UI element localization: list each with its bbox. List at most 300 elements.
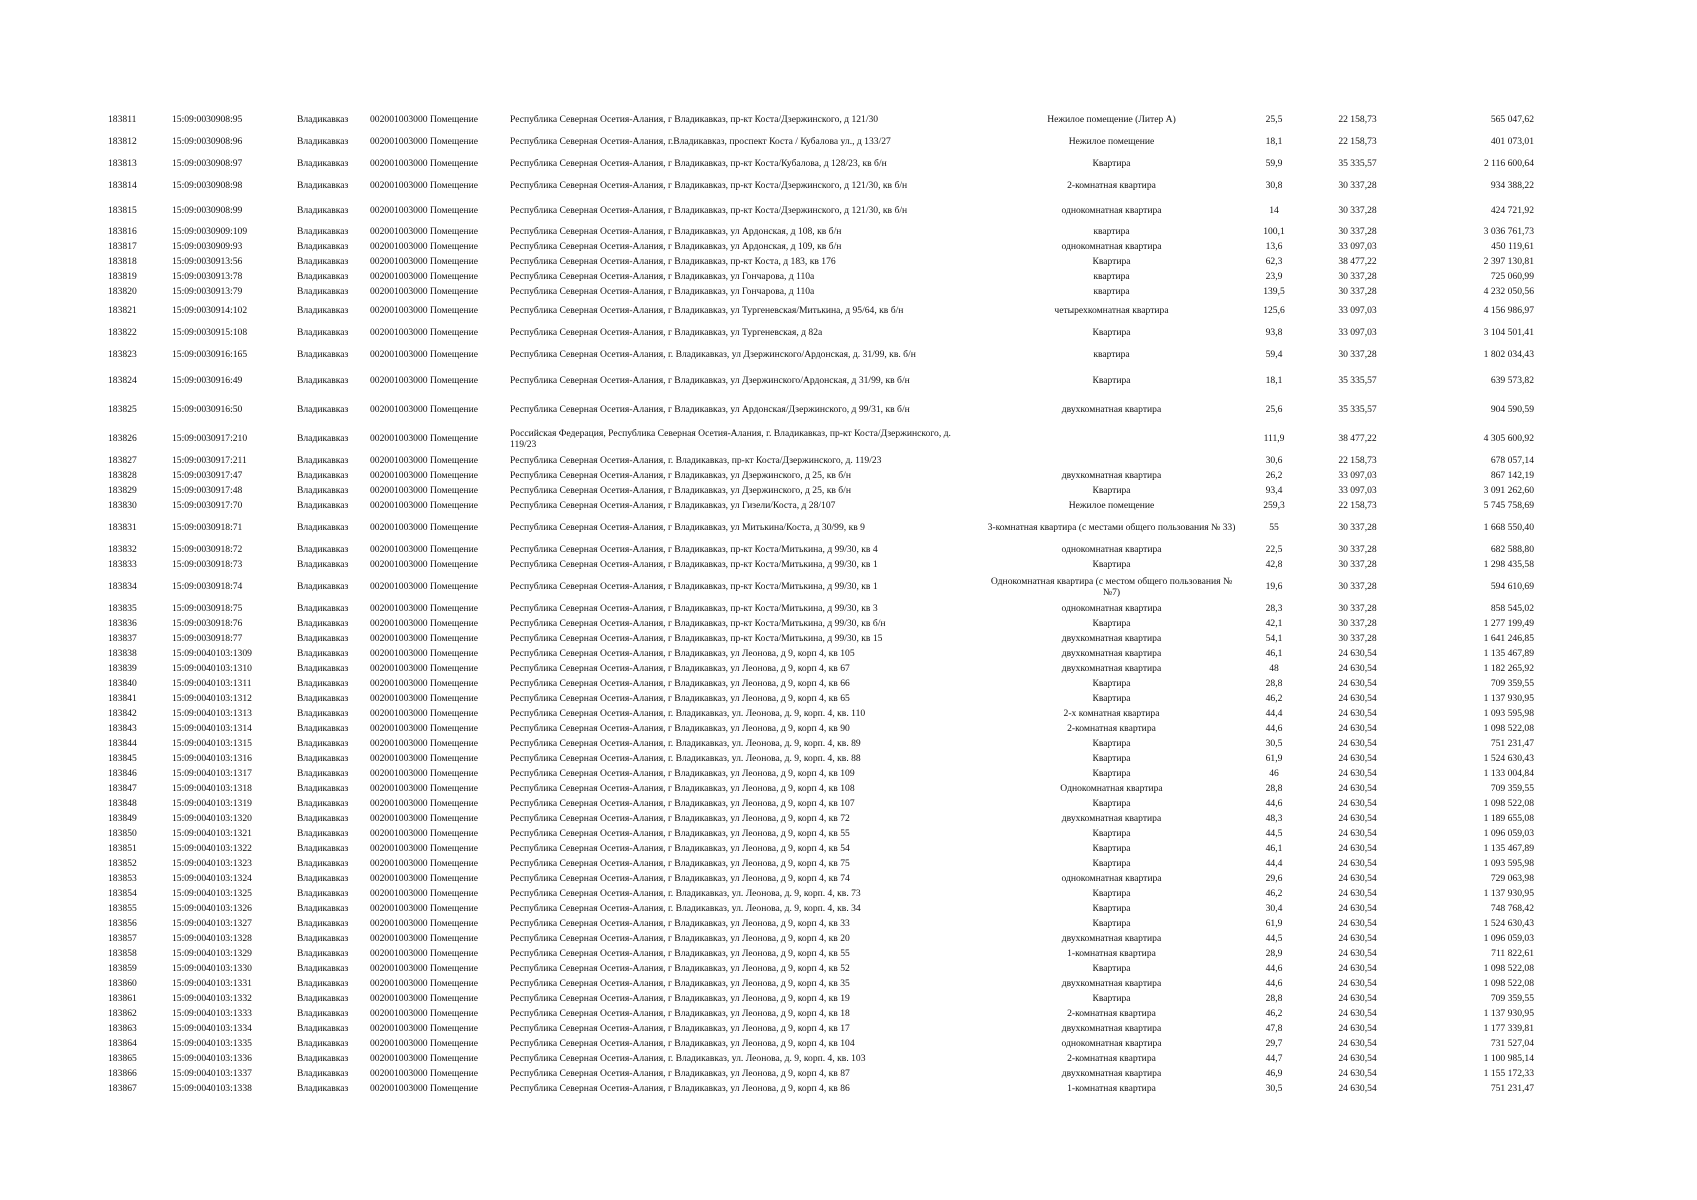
address-cell: Республика Северная Осетия-Алания, г Владикавказ, пр-кт Коста/Митькина, д 99/30, кв 15 [510,633,883,644]
table-row [108,1021,1558,1036]
cadastral-number-cell: 15:09:0040103:1336 [172,1053,252,1064]
city-cell: Владикавказ [297,455,349,466]
unit-value-cell: 24 630,54 [1338,678,1377,689]
cadastral-number-cell: 15:09:0040103:1323 [172,858,252,869]
unit-value-cell: 24 630,54 [1338,1038,1377,1049]
object-type-code-cell: 002001003000 Помещение [370,873,479,884]
unit-value-cell: 30 337,28 [1338,559,1377,570]
cadastral-value-cell: 934 388,22 [1490,179,1534,191]
premises-name-cell: однокомнатная квартира [1061,204,1162,216]
object-type-code-cell: 002001003000 Помещение [370,1023,479,1034]
row-id-cell: 183820 [108,286,137,297]
address-cell: Республика Северная Осетия-Алания, г Владикавказ, пр-кт Коста/Дзержинского, д 121/30, кв б/н [510,179,908,191]
address-cell: Республика Северная Осетия-Алания, г Владикавказ, ул Ардонская/Дзержинского, д 99/31, кв б/н [510,404,910,415]
row-id-cell: 183833 [108,559,137,570]
city-cell: Владикавказ [297,559,349,570]
area-cell: 44,6 [1265,723,1283,734]
unit-value-cell: 24 630,54 [1338,918,1377,929]
cadastral-value-cell: 904 590,59 [1490,404,1534,415]
unit-value-cell: 24 630,54 [1338,723,1377,734]
cadastral-value-cell: 401 073,01 [1490,135,1534,147]
premises-name-cell: Квартира [1092,903,1131,914]
area-cell: 30,8 [1265,179,1283,191]
table-row [108,542,1558,557]
premises-name-cell: двухкомнатная квартира [1061,1023,1162,1034]
table-row [108,468,1558,483]
unit-value-cell: 24 630,54 [1338,1068,1377,1079]
cadastral-number-cell: 15:09:0030918:71 [172,522,243,533]
area-cell: 59,4 [1265,348,1283,360]
row-id-cell: 183858 [108,948,137,959]
city-cell: Владикавказ [297,903,349,914]
object-type-code-cell: 002001003000 Помещение [370,286,479,297]
area-cell: 22,5 [1265,544,1283,555]
premises-name-cell: Квартира [1092,559,1131,570]
row-id-cell: 183812 [108,135,137,147]
city-cell: Владикавказ [297,648,349,659]
city-cell: Владикавказ [297,1038,349,1049]
cadastral-number-cell: 15:09:0030909:93 [172,241,243,252]
cadastral-number-cell: 15:09:0030916:165 [172,348,248,360]
row-id-cell: 183834 [108,581,137,592]
premises-name-cell: двухкомнатная квартира [1061,633,1162,644]
table-row [108,196,1558,224]
object-type-code-cell: 002001003000 Помещение [370,348,479,360]
row-id-cell: 183827 [108,455,137,466]
unit-value-cell: 24 630,54 [1338,948,1377,959]
row-id-cell: 183842 [108,708,137,719]
premises-name-cell: Квартира [1092,828,1131,839]
table-row [108,1051,1558,1066]
cadastral-number-cell: 15:09:0030917:211 [172,455,247,466]
cadastral-value-cell: 1 641 246,85 [1483,633,1534,644]
area-cell: 55 [1269,522,1279,533]
table-row [108,601,1558,616]
cadastral-value-cell: 751 231,47 [1490,1083,1534,1094]
address-cell: Республика Северная Осетия-Алания, г Владикавказ, ул Леонова, д 9, корп 4, кв 66 [510,678,850,689]
address-cell: Республика Северная Осетия-Алания, г Владикавказ, пр-кт Коста/Митькина, д 99/30, кв 4 [510,544,878,555]
row-id-cell: 183851 [108,843,137,854]
premises-name-cell: Нежилое помещение (Литер А) [1047,113,1176,125]
unit-value-cell: 30 337,28 [1338,348,1377,360]
cadastral-value-cell: 1 182 265,92 [1483,663,1534,674]
premises-name-cell: Квартира [1092,918,1131,929]
cadastral-value-cell: 729 063,98 [1490,873,1534,884]
unit-value-cell: 35 335,57 [1338,404,1377,415]
object-type-code-cell: 002001003000 Помещение [370,271,479,282]
cadastral-value-cell: 678 057,14 [1490,455,1534,466]
cadastral-number-cell: 15:09:0030918:76 [172,618,243,629]
address-cell: Республика Северная Осетия-Алания, г Владикавказ, ул Леонова, д 9, корп 4, кв 19 [510,993,850,1004]
table-row [108,174,1558,196]
row-id-cell: 183855 [108,903,137,914]
cadastral-value-cell: 1 137 930,95 [1483,693,1534,704]
cadastral-number-cell: 15:09:0030915:108 [172,326,248,338]
city-cell: Владикавказ [297,663,349,674]
table-row [108,299,1558,321]
address-cell: Республика Северная Осетия-Алания, г Владикавказ, ул Дзержинского, д 25, кв б/н [510,470,851,481]
area-cell: 48,3 [1265,813,1283,824]
address-cell: Республика Северная Осетия-Алания, г Владикавказ, ул Тургеневская/Митькина, д 95/64, кв б/н [510,304,904,316]
table-row [108,901,1558,916]
premises-name-cell: 2-х комнатная квартира [1063,708,1160,719]
table-row [108,946,1558,961]
area-cell: 46,1 [1265,843,1283,854]
area-cell: 30,4 [1265,903,1283,914]
address-cell: Республика Северная Осетия-Алания, г Владикавказ, ул Дзержинского, д 25, кв б/н [510,485,851,496]
object-type-code-cell: 002001003000 Помещение [370,918,479,929]
table-row [108,871,1558,886]
address-cell: Республика Северная Осетия-Алания, г Владикавказ, пр-кт Коста/Митькина, д 99/30, кв 3 [510,603,878,614]
area-cell: 18,1 [1265,374,1283,386]
table-row [108,931,1558,946]
cadastral-number-cell: 15:09:0040103:1313 [172,708,252,719]
premises-name-cell: двухкомнатная квартира [1061,470,1162,481]
cadastral-number-cell: 15:09:0040103:1334 [172,1023,252,1034]
premises-name-cell: Нежилое помещение [1068,500,1155,511]
cadastral-value-cell: 1 524 630,43 [1483,918,1534,929]
cadastral-value-cell: 1 096 059,03 [1483,933,1534,944]
unit-value-cell: 24 630,54 [1338,858,1377,869]
premises-name-cell: Однокомнатная квартира (с местом общего пользования №№7) [990,575,1233,598]
area-cell: 44,6 [1265,963,1283,974]
cadastral-number-cell: 15:09:0040103:1321 [172,828,252,839]
city-cell: Владикавказ [297,113,349,125]
object-type-code-cell: 002001003000 Помещение [370,1083,479,1094]
cadastral-number-cell: 15:09:0040103:1319 [172,798,252,809]
table-row [108,424,1558,453]
area-cell: 44,5 [1265,933,1283,944]
row-id-cell: 183856 [108,918,137,929]
unit-value-cell: 22 158,73 [1338,113,1377,125]
city-cell: Владикавказ [297,873,349,884]
row-id-cell: 183844 [108,738,137,749]
cadastral-number-cell: 15:09:0030918:75 [172,603,243,614]
object-type-code-cell: 002001003000 Помещение [370,723,479,734]
cadastral-value-cell: 1 093 595,98 [1483,708,1534,719]
table-row [108,661,1558,676]
address-cell: Республика Северная Осетия-Алания, г Владикавказ, ул Леонова, д 9, корп 4, кв 55 [510,828,850,839]
area-cell: 28,8 [1265,993,1283,1004]
premises-name-cell: Квартира [1092,753,1131,764]
row-id-cell: 183814 [108,179,137,191]
address-cell: Республика Северная Осетия-Алания, г Владикавказ, ул Ардонская, д 108, кв б/н [510,226,842,237]
table-row [108,557,1558,572]
premises-name-cell: однокомнатная квартира [1061,544,1162,555]
cadastral-number-cell: 15:09:0040103:1322 [172,843,252,854]
cadastral-number-cell: 15:09:0040103:1338 [172,1083,252,1094]
address-cell: Республика Северная Осетия-Алания, г.Владикавказ, проспект Коста / Кубалова ул., д 133/27 [510,135,891,147]
table-row [108,736,1558,751]
area-cell: 44,4 [1265,858,1283,869]
object-type-code-cell: 002001003000 Помещение [370,603,479,614]
unit-value-cell: 24 630,54 [1338,768,1377,779]
area-cell: 18,1 [1265,135,1283,147]
table-row [108,751,1558,766]
cadastral-number-cell: 15:09:0030913:79 [172,286,243,297]
unit-value-cell: 30 337,28 [1338,544,1377,555]
table-row [108,224,1558,239]
premises-name-cell: квартира [1093,271,1130,282]
city-cell: Владикавказ [297,723,349,734]
cadastral-value-cell: 711 822,61 [1491,948,1534,959]
area-cell: 46,2 [1265,1008,1283,1019]
address-cell: Республика Северная Осетия-Алания, г Владикавказ, ул Леонова, д 9, корп 4, кв 90 [510,723,850,734]
cadastral-value-cell: 1 098 522,08 [1483,978,1534,989]
object-type-code-cell: 002001003000 Помещение [370,978,479,989]
address-cell: Республика Северная Осетия-Алания, г Владикавказ, ул Леонова, д 9, корп 4, кв 20 [510,933,850,944]
unit-value-cell: 24 630,54 [1338,903,1377,914]
city-cell: Владикавказ [297,678,349,689]
table-row [108,961,1558,976]
cadastral-number-cell: 15:09:0040103:1324 [172,873,252,884]
unit-value-cell: 24 630,54 [1338,738,1377,749]
table-row [108,616,1558,631]
cadastral-value-cell: 1 524 630,43 [1483,753,1534,764]
area-cell: 42,1 [1265,618,1283,629]
area-cell: 25,6 [1265,404,1283,415]
cadastral-number-cell: 15:09:0030916:50 [172,404,243,415]
unit-value-cell: 24 630,54 [1338,963,1377,974]
table-row [108,239,1558,254]
unit-value-cell: 24 630,54 [1338,663,1377,674]
unit-value-cell: 24 630,54 [1338,843,1377,854]
row-id-cell: 183866 [108,1068,137,1079]
cadastral-number-cell: 15:09:0040103:1337 [172,1068,252,1079]
address-cell: Республика Северная Осетия-Алания, г. Владикавказ, ул Дзержинского/Ардонская, д. 31/99, кв. б/н [510,348,916,360]
city-cell: Владикавказ [297,1053,349,1064]
area-cell: 100,1 [1263,226,1285,237]
table-row [108,152,1558,174]
cadastral-value-cell: 1 137 930,95 [1483,888,1534,899]
city-cell: Владикавказ [297,271,349,282]
city-cell: Владикавказ [297,603,349,614]
premises-name-cell: Квартира [1092,858,1131,869]
table-row [108,886,1558,901]
cadastral-number-cell: 15:09:0040103:1331 [172,978,252,989]
table-row [108,130,1558,152]
address-cell: Республика Северная Осетия-Алания, г Владикавказ, ул Леонова, д 9, корп 4, кв 104 [510,1038,855,1049]
row-id-cell: 183811 [108,113,137,125]
row-id-cell: 183815 [108,204,137,216]
area-cell: 44,6 [1265,798,1283,809]
object-type-code-cell: 002001003000 Помещение [370,663,479,674]
address-cell: Республика Северная Осетия-Алания, г Владикавказ, ул Леонова, д 9, корп 4, кв 86 [510,1083,850,1094]
cadastral-value-cell: 594 610,69 [1490,581,1534,592]
row-id-cell: 183828 [108,470,137,481]
table-row [108,721,1558,736]
cadastral-value-cell: 1 137 930,95 [1483,1008,1534,1019]
address-cell: Республика Северная Осетия-Алания, г. Владикавказ, ул. Леонова, д. 9, корп. 4, кв. 34 [510,903,861,914]
cadastral-number-cell: 15:09:0030918:73 [172,559,243,570]
cadastral-value-cell: 1 155 172,33 [1483,1068,1534,1079]
city-cell: Владикавказ [297,485,349,496]
row-id-cell: 183849 [108,813,137,824]
object-type-code-cell: 002001003000 Помещение [370,858,479,869]
address-cell: Республика Северная Осетия-Алания, г Владикавказ, ул Ардонская, д 109, кв б/н [510,241,842,252]
premises-name-cell: Квартира [1092,256,1131,267]
cadastral-value-cell: 1 668 550,40 [1483,522,1534,533]
table-row [108,269,1558,284]
row-id-cell: 183860 [108,978,137,989]
table-row [108,676,1558,691]
address-cell: Республика Северная Осетия-Алания, г Владикавказ, пр-кт Коста/Митькина, д 99/30, кв 1 [510,559,878,570]
area-cell: 139,5 [1263,286,1285,297]
table-row [108,1036,1558,1051]
cadastral-value-cell: 709 359,55 [1490,678,1534,689]
city-cell: Владикавказ [297,933,349,944]
row-id-cell: 183819 [108,271,137,282]
table-row [108,365,1558,395]
city-cell: Владикавказ [297,522,349,533]
address-cell: Республика Северная Осетия-Алания, г Владикавказ, ул Дзержинского/Ардонская, д 31/99, кв б/н [510,374,910,386]
premises-name-cell: Квартира [1092,157,1131,169]
area-cell: 28,8 [1265,783,1283,794]
object-type-code-cell: 002001003000 Помещение [370,404,479,415]
premises-name-cell: Нежилое помещение [1068,135,1155,147]
address-cell: Республика Северная Осетия-Алания, г Владикавказ, ул Леонова, д 9, корп 4, кв 75 [510,858,850,869]
cadastral-value-cell: 731 527,04 [1490,1038,1534,1049]
object-type-code-cell: 002001003000 Помещение [370,559,479,570]
address-cell: Республика Северная Осетия-Алания, г Владикавказ, пр-кт Коста/Дзержинского, д 121/30 [510,113,879,125]
object-type-code-cell: 002001003000 Помещение [370,374,479,386]
row-id-cell: 183852 [108,858,137,869]
premises-name-cell: Квартира [1092,963,1131,974]
cadastral-number-cell: 15:09:0030917:210 [172,433,248,444]
object-type-code-cell: 002001003000 Помещение [370,708,479,719]
table-row [108,916,1558,931]
object-type-code-cell: 002001003000 Помещение [370,304,479,316]
object-type-code-cell: 002001003000 Помещение [370,993,479,1004]
object-type-code-cell: 002001003000 Помещение [370,135,479,147]
cadastral-value-cell: 1 098 522,08 [1483,963,1534,974]
city-cell: Владикавказ [297,374,349,386]
unit-value-cell: 33 097,03 [1338,304,1377,316]
unit-value-cell: 24 630,54 [1338,708,1377,719]
address-cell: Республика Северная Осетия-Алания, г Владикавказ, ул Леонова, д 9, корп 4, кв 55 [510,948,850,959]
object-type-code-cell: 002001003000 Помещение [370,500,479,511]
row-id-cell: 183853 [108,873,137,884]
address-cell: Республика Северная Осетия-Алания, г Владикавказ, пр-кт Коста, д 183, кв 176 [510,256,836,267]
cadastral-number-cell: 15:09:0040103:1315 [172,738,252,749]
row-id-cell: 183854 [108,888,137,899]
area-cell: 46 [1269,768,1279,779]
address-cell: Республика Северная Осетия-Алания, г Владикавказ, пр-кт Коста/Митькина, д 99/30, кв б/н [510,618,886,629]
object-type-code-cell: 002001003000 Помещение [370,204,479,216]
row-id-cell: 183861 [108,993,137,1004]
city-cell: Владикавказ [297,918,349,929]
cadastral-number-cell: 15:09:0040103:1312 [172,693,252,704]
unit-value-cell: 24 630,54 [1338,648,1377,659]
row-id-cell: 183817 [108,241,137,252]
cadastral-value-cell: 639 573,82 [1490,374,1534,386]
city-cell: Владикавказ [297,470,349,481]
unit-value-cell: 24 630,54 [1338,1008,1377,1019]
cadastral-value-cell: 1 133 004,84 [1483,768,1534,779]
area-cell: 14 [1269,204,1279,216]
cadastral-number-cell: 15:09:0030908:97 [172,157,243,169]
unit-value-cell: 22 158,73 [1338,500,1377,511]
cadastral-value-cell: 1 802 034,43 [1483,348,1534,360]
object-type-code-cell: 002001003000 Помещение [370,828,479,839]
city-cell: Владикавказ [297,963,349,974]
object-type-code-cell: 002001003000 Помещение [370,1038,479,1049]
row-id-cell: 183821 [108,304,137,316]
premises-name-cell: однокомнатная квартира [1061,603,1162,614]
row-id-cell: 183848 [108,798,137,809]
address-cell: Республика Северная Осетия-Алания, г Владикавказ, ул Леонова, д 9, корп 4, кв 74 [510,873,850,884]
cadastral-value-cell: 4 156 986,97 [1483,304,1534,316]
row-id-cell: 183862 [108,1008,137,1019]
object-type-code-cell: 002001003000 Помещение [370,1053,479,1064]
cadastral-value-cell: 1 135 467,89 [1483,648,1534,659]
address-cell: Республика Северная Осетия-Алания, г Владикавказ, ул Гизели/Коста, д 28/107 [510,500,836,511]
premises-name-cell: двухкомнатная квартира [1061,813,1162,824]
premises-name-cell: Квартира [1092,678,1131,689]
cadastral-value-cell: 1 098 522,08 [1483,798,1534,809]
cadastral-number-cell: 15:09:0030913:78 [172,271,243,282]
city-cell: Владикавказ [297,404,349,415]
row-id-cell: 183865 [108,1053,137,1064]
cadastral-number-cell: 15:09:0030914:102 [172,304,248,316]
premises-name-cell: Квартира [1092,798,1131,809]
area-cell: 111,9 [1263,433,1285,444]
unit-value-cell: 24 630,54 [1338,993,1377,1004]
object-type-code-cell: 002001003000 Помещение [370,948,479,959]
row-id-cell: 183837 [108,633,137,644]
address-cell: Республика Северная Осетия-Алания, г Владикавказ, ул Леонова, д 9, корп 4, кв 17 [510,1023,850,1034]
address-cell: Республика Северная Осетия-Алания, г. Владикавказ, ул. Леонова, д. 9, корп. 4, кв. 103 [510,1053,866,1064]
row-id-cell: 183829 [108,485,137,496]
city-cell: Владикавказ [297,500,349,511]
table-row [108,781,1558,796]
city-cell: Владикавказ [297,348,349,360]
area-cell: 46,1 [1265,648,1283,659]
premises-name-cell: 3-комнатная квартира (с местами общего пользования № 33) [987,522,1236,533]
address-cell: Республика Северная Осетия-Алания, г Владикавказ, ул Леонова, д 9, корп 4, кв 65 [510,693,850,704]
area-cell: 30,5 [1265,1083,1283,1094]
premises-name-cell: 2-комнатная квартира [1067,723,1156,734]
premises-name-cell: Квартира [1092,618,1131,629]
city-cell: Владикавказ [297,1068,349,1079]
premises-name-cell: Квартира [1092,485,1131,496]
address-cell: Республика Северная Осетия-Алания, г Владикавказ, ул Гончарова, д 110а [510,286,815,297]
row-id-cell: 183823 [108,348,137,360]
object-type-code-cell: 002001003000 Помещение [370,179,479,191]
area-cell: 19,6 [1265,581,1283,592]
object-type-code-cell: 002001003000 Помещение [370,157,479,169]
table-row [108,1081,1558,1096]
unit-value-cell: 33 097,03 [1338,470,1377,481]
city-cell: Владикавказ [297,843,349,854]
unit-value-cell: 24 630,54 [1338,873,1377,884]
cadastral-value-cell: 2 116 600,64 [1483,157,1534,169]
table-row [108,796,1558,811]
table-row [108,483,1558,498]
cadastral-value-cell: 682 588,80 [1490,544,1534,555]
object-type-code-cell: 002001003000 Помещение [370,798,479,809]
premises-name-cell: четырехкомнатная квартира [1054,304,1169,316]
unit-value-cell: 30 337,28 [1338,633,1377,644]
cadastral-value-table [108,108,1558,1096]
cadastral-number-cell: 15:09:0040103:1309 [172,648,252,659]
cadastral-number-cell: 15:09:0030918:77 [172,633,243,644]
address-cell: Республика Северная Осетия-Алания, г Владикавказ, ул Леонова, д 9, корп 4, кв 87 [510,1068,850,1079]
cadastral-number-cell: 15:09:0040103:1318 [172,783,252,794]
address-cell: Республика Северная Осетия-Алания, г Владикавказ, пр-кт Коста/Митькина, д 99/30, кв 1 [510,581,878,592]
cadastral-value-cell: 3 091 262,60 [1483,485,1534,496]
unit-value-cell: 30 337,28 [1338,286,1377,297]
